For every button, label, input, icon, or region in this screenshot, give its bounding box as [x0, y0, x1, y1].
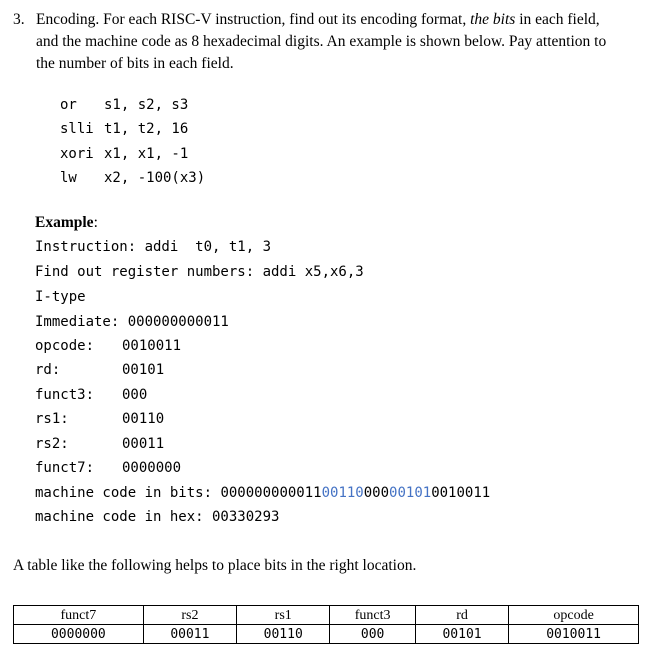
field-label-rs1: rs1:: [35, 411, 69, 427]
table-value-cell: 00011: [143, 625, 236, 644]
table-value-cell: 000: [330, 625, 415, 644]
field-label-opcode: opcode:: [35, 338, 95, 354]
question-line-1: [36, 11, 636, 29]
field-value-rs1: 00110: [122, 411, 165, 427]
field-label-rs2: rs2:: [35, 436, 69, 452]
example-instruction-line: Instruction: addi t0, t1, 3: [35, 239, 272, 255]
table-value-cell: 00101: [415, 625, 508, 644]
bits-segment: 000000000011: [220, 485, 322, 501]
bits-segment: 000: [363, 485, 390, 501]
bits-segment: 00101: [389, 485, 432, 501]
example-immediate-line: Immediate: 000000000011: [35, 314, 229, 330]
instruction-args-1: s1, s2, s3: [104, 97, 189, 113]
field-value-rd: 00101: [122, 362, 165, 378]
field-value-funct3: 000: [122, 387, 148, 403]
table-header-cell: funct7: [14, 606, 144, 625]
table-value-row: [14, 625, 639, 644]
table-header-cell: rs2: [143, 606, 236, 625]
field-label-funct7: funct7:: [35, 460, 95, 476]
instruction-args-3: x1, x1, -1: [104, 146, 189, 162]
question-text: in each field,: [515, 11, 600, 28]
question-emphasis: the bits: [470, 11, 516, 28]
table-caption: A table like the following helps to place bits in the right location.: [13, 557, 417, 574]
example-type-line: I-type: [35, 289, 86, 305]
question-line-3: [36, 55, 636, 73]
example-heading: [35, 214, 98, 232]
question-text: and the machine code as 8 hexadecimal digits. An example is shown below. Pay attention to: [36, 33, 607, 50]
question-text: the number of bits in each field.: [36, 55, 234, 72]
bits-segment: 0010011: [431, 485, 491, 501]
table-value-cell: 00110: [237, 625, 330, 644]
table-header-row: [14, 606, 639, 625]
bits-segment: 00110: [321, 485, 364, 501]
instruction-op-3: xori: [60, 146, 94, 162]
field-label-funct3: funct3:: [35, 387, 95, 403]
question-number: 3.: [13, 11, 25, 28]
machine-code-bits-line: [35, 485, 490, 501]
field-value-funct7: 0000000: [122, 460, 182, 476]
field-value-opcode: 0010011: [122, 338, 182, 354]
instruction-args-4: x2, -100(x3): [104, 170, 206, 186]
instruction-op-1: or: [60, 97, 77, 113]
instruction-args-2: t1, t2, 16: [104, 121, 189, 137]
table-value-cell: 0010011: [509, 625, 639, 644]
table-header-cell: funct3: [330, 606, 415, 625]
table-header-cell: rd: [415, 606, 508, 625]
instruction-op-4: lw: [60, 170, 77, 186]
example-heading-text: Example: [35, 214, 94, 231]
question-line-2: [36, 33, 636, 51]
question-text: Encoding. For each RISC-V instruction, find out its encoding format,: [36, 11, 471, 28]
table-header-cell: opcode: [509, 606, 639, 625]
table-header-cell: rs1: [237, 606, 330, 625]
bit-field-table: [13, 605, 639, 644]
example-heading-colon: :: [93, 214, 98, 231]
machine-code-bits-label: machine code in bits:: [35, 485, 221, 501]
example-register-line: Find out register numbers: addi x5,x6,3: [35, 264, 364, 280]
field-label-rd: rd:: [35, 362, 61, 378]
field-value-rs2: 00011: [122, 436, 165, 452]
instruction-op-2: slli: [60, 121, 94, 137]
machine-code-bits-value: [220, 485, 490, 501]
machine-code-hex-line: machine code in hex: 00330293: [35, 509, 280, 525]
table-value-cell: 0000000: [14, 625, 144, 644]
